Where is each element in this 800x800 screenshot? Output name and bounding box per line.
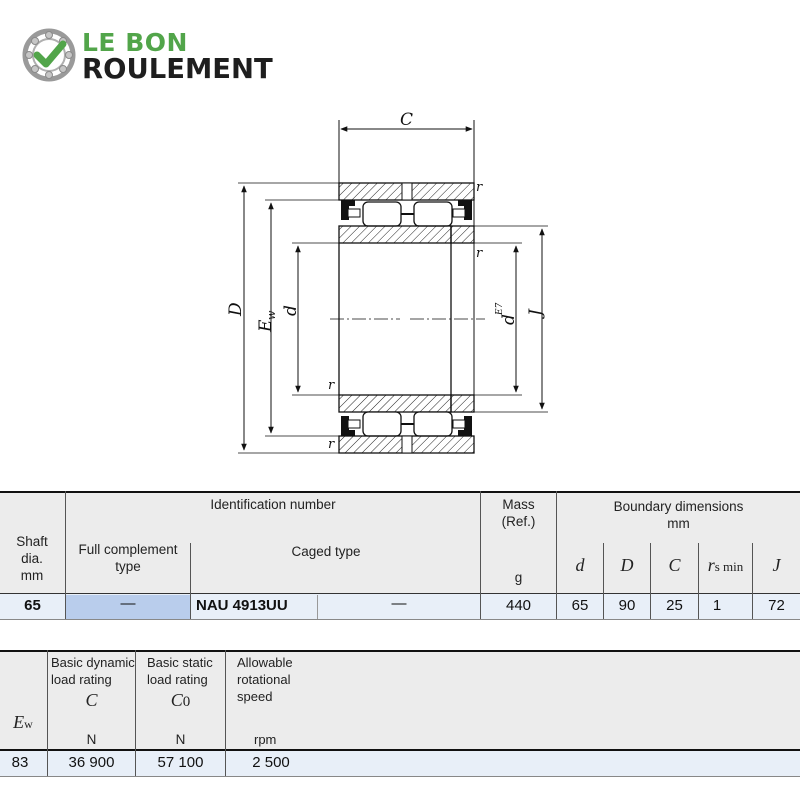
rs-min-value: 1 bbox=[712, 597, 722, 614]
brand-logo bbox=[22, 26, 302, 86]
dim-label-Ew bbox=[256, 310, 278, 333]
dynamic-load-unit: N bbox=[86, 732, 97, 747]
radius-label-r: r bbox=[328, 437, 335, 452]
dim-label-dE7 bbox=[495, 302, 519, 325]
C-value: 25 bbox=[666, 597, 683, 614]
mass-unit: g bbox=[514, 570, 523, 585]
radius-label-r: r bbox=[328, 378, 335, 393]
dim-label-d: d bbox=[281, 305, 301, 316]
D-value: 90 bbox=[618, 597, 636, 614]
svg-text:d: d bbox=[499, 314, 519, 325]
shaft-value: 65 bbox=[24, 597, 41, 614]
identification-number-header: Identification number bbox=[210, 497, 336, 512]
svg-text:w: w bbox=[265, 310, 278, 320]
mass-header: Mass (Ref.) bbox=[501, 497, 536, 529]
ew-header: Ew bbox=[13, 712, 33, 732]
logo-text-line1: LE BON bbox=[82, 28, 188, 57]
radius-label-r: r bbox=[476, 246, 483, 261]
dim-label-D: D bbox=[226, 302, 246, 316]
caged-type-header: Caged type bbox=[291, 544, 361, 559]
rotational-speed-unit: rpm bbox=[254, 732, 277, 747]
radius-label-r: r bbox=[476, 180, 483, 195]
caged-type-value: NAU 4913UU bbox=[196, 597, 288, 614]
full-complement-header: Full complement type bbox=[78, 542, 178, 574]
mass-value: 440 bbox=[505, 597, 532, 614]
rotational-speed-value: 2 500 bbox=[252, 754, 290, 771]
dim-label-J: J bbox=[526, 309, 546, 316]
rotational-speed-header: Allowable rotational speed bbox=[237, 655, 293, 704]
bearing-cross-section bbox=[0, 100, 800, 470]
dynamic-load-symbol: C bbox=[85, 690, 98, 710]
static-load-header: Basic static load rating bbox=[147, 655, 213, 687]
static-load-symbol: C0 bbox=[170, 690, 191, 710]
shaft-dia-header: Shaft dia. mm bbox=[16, 534, 48, 583]
bearing-check-icon bbox=[22, 28, 76, 82]
static-load-unit: N bbox=[175, 732, 186, 747]
col-d: d bbox=[575, 555, 585, 575]
col-J: J bbox=[772, 555, 781, 575]
dynamic-load-header: Basic dynamic load rating bbox=[51, 655, 135, 687]
bearing-drawing bbox=[0, 100, 800, 470]
col-C: C bbox=[668, 555, 681, 575]
static-load-value: 57 100 bbox=[157, 754, 204, 771]
svg-text:E: E bbox=[256, 319, 276, 332]
caged-type-alt-value: — bbox=[391, 595, 407, 612]
dynamic-load-value: 36 900 bbox=[68, 754, 115, 771]
svg-text:E7: E7 bbox=[495, 302, 505, 315]
col-D: D bbox=[620, 555, 634, 575]
J-value: 72 bbox=[768, 597, 785, 614]
logo-text-line2: ROULEMENT bbox=[82, 52, 273, 85]
full-complement-value: — bbox=[120, 595, 136, 612]
dim-label-C: C bbox=[400, 110, 414, 130]
d-value: 65 bbox=[571, 597, 589, 614]
load-rating-table bbox=[0, 650, 800, 778]
col-rs-min: rs min bbox=[707, 555, 744, 575]
specification-table bbox=[0, 491, 800, 619]
ew-value: 83 bbox=[11, 754, 29, 771]
boundary-dimensions-header: Boundary dimensions mm bbox=[613, 499, 744, 531]
